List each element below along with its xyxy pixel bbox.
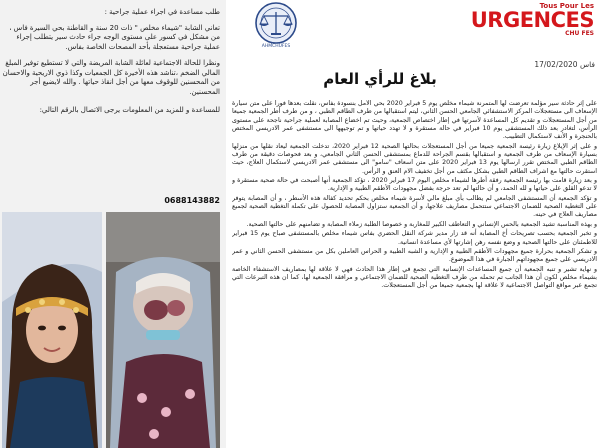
appeal-paragraph: ونظرا للحالة الاجتماعية لعائلة الشابة المريضة والتي لا تستطيع توفير المبلغ المالي الضخم ،تناشد هذه الأخيرة كل الجمعيات وكذا ذوي الاريحية والاحسان من المحسنين للوقوف معها من أجل انقاذ حياتها . والله لايضيع أجر المحسنين. [2, 58, 220, 96]
appeal-phone: 0688143882 [164, 196, 220, 205]
urgences-logo-main: URGENCES [470, 8, 594, 32]
statement-paragraph: و تخبر الجمعية بحسب تصريحات أخ المصابة أنه قد زار مدير شركة النقل الحضري بفاس شيماء مخلص بالمستشفى صباح يوم 15 فبراير للاطمئنان على حالتها الصحية و وضع نفسه رهن إشارتها لأي مساعدة انسانية. [232, 230, 597, 246]
statement-date: فاس 17/02/2020 [534, 60, 595, 69]
association-logo [245, 2, 307, 48]
statement-paragraph: و نهاية تشير و تنبه الجمعية أن جميع المساعدات الإنسانية التي تجمع في إطار هذا الحادث فهي لا علاقة لها بمصاريف الاستشفاء الخاصة بشيماء مخلص لكون أن هذا الجانب تم تحمله من طرف التغطية الصحية للضمان الاجتماعي و مرافقة الجمعية لها، كما ان هذه التبرعات التي تجمع عبر مواقع التواصل الاجتماعية لا علاقة لها بجمعية جميعا من أجل المستعجلات. [232, 265, 597, 290]
appeal-paragraph: تعاني الشابة "شيماء مخلص " ذات 20 سنة و القاطنة بحي السيرة فاس ، من مشكل في كسور على مستوى الوجه جراء حادث سير يتطلب إجراء عملية جراحية مستعجلة بأحد المصحات الخاصة بفاس. [9, 23, 220, 52]
statement-paragraph: على إثر حادثة سير مؤلمة تعرضت لها المتمرنة شيماء مخلص يوم 5 فبراير 2020 بحي الأمل بنسودة بفاس، نقلت بعدها فورا على متن سيارة الإسعاف الى مستعجلات المركز الاستشفائي الجامعي الحسن الثاني، ليتم استقبالها من طرف الطاقم الطبي ، و من طرف أطر الجمعية جميعا من أجل المستعجلات و تقديم كل المساعدة لأسرتها في إطار اختصاص الجمعية، وحيث تم اخضاع المصابة لعملية جراحية ناجحة على مستوى الرأس، لتغادر بعد ذلك المستشفى يوم 10 فبراير في حالة مستقرة و لا تهدد حياتها و تم توجيهها الى مستشفى عمر الادريسي المختص بالحنجرة و الأنف لاستكمال التطبيب. [232, 100, 597, 141]
statement-paragraph: و بهذه المناسبة تشيد الجمعية بالحس الإنساني و التعاطف الكبير للمغاربة و خصوصا الطلبة زملاء المصابة و تضامنهم على حالتها الصحية. [246, 220, 597, 228]
statement-paragraph: و على إثر الإبلاغ زيارة رئيسة الجمعية جميعا من أجل المستعجلات بحالتها الصحية 12 فبراير 2020، تدخلت الجمعية ليعاد نقلها من منزلها بسيارة الإسعاف من طرف الجمعية و استقبالها بقسم الجراحة للدماغ بمستشفى الحسن الثاني الجامعي، و بعد فحوصات دقيقة من طرف الطاقم الطبي المختص تقرر ارسالها يوم 13 فبراير 2020 على متن اسعاف "سامو" الى مستشفى عمر الادريسي لاستكمال العلاج، حيث استقرت حالتها مع اشراف الطاقم الطبي بشكل مكثف من أجل تخفيف الام العنق و الرأس. [232, 142, 597, 175]
appeal-title: طلب مساعدة في اجراء عملية جراحية : [104, 8, 220, 16]
statement-headline: بلاغ للرأي العام [323, 70, 437, 88]
statement-paragraph: و تؤكد الجمعية أن المستشفى الجامعي لم يطالب بأي مبلغ مالي لأسرة شيماء مخلص بحكم تحديد كفالة هذه الأسطر ، و أن المصابة يتوفر على التغطية الصحية للضمان الاجتماعي ستتحمل مصاريف علاجها، و أن الجمعية ستزاول المصابة للحصول على تكملة التغطية الصحية لجميع مصاريف العلاج في حينه. [232, 194, 597, 219]
urgences-logo-sub: CHU FES [565, 30, 594, 37]
statement-paragraph: و بعد زيارة قامت بها رئيسة الجمعية رفقة أطرها لشيماء مخلص اليوم 17 فبراير 2020 ، تؤكد الجمعية أنها أصبحت في حالة صحية مستقرة و لا تدعو القلق على حياتها و لله الحمد، و أن حالتها لم تعد حرجة بفضل مجهودات الأطقم الطبية و الإدارية. [232, 177, 597, 193]
appeal-contact: للمساعدة و للمزيد من المعلومات يرجى الاتصال بالرقم التالي: [39, 105, 220, 114]
patient-portrait-photo [2, 212, 102, 448]
scales-emblem-icon [245, 2, 307, 48]
association-logo-caption: AHMCHUFES [261, 44, 291, 48]
urgences-logo [470, 2, 594, 38]
statement-paragraph: و تشكر الجمعية بحرارة جميع مجهودات الأطقم الطبية و الإدارية و الشبه الطبية و الحراس العاملين بكل من مستشفى الحسن الثاني و عمر الادريسي على جميع مجهوداتهم الجبارة في هذا الموضوع. [232, 247, 597, 264]
appeal-post [2, 8, 220, 206]
statement-body [232, 100, 597, 446]
patient-hospital-photo [106, 212, 220, 448]
urgences-logo-top: Tous Pour Les [539, 2, 594, 10]
